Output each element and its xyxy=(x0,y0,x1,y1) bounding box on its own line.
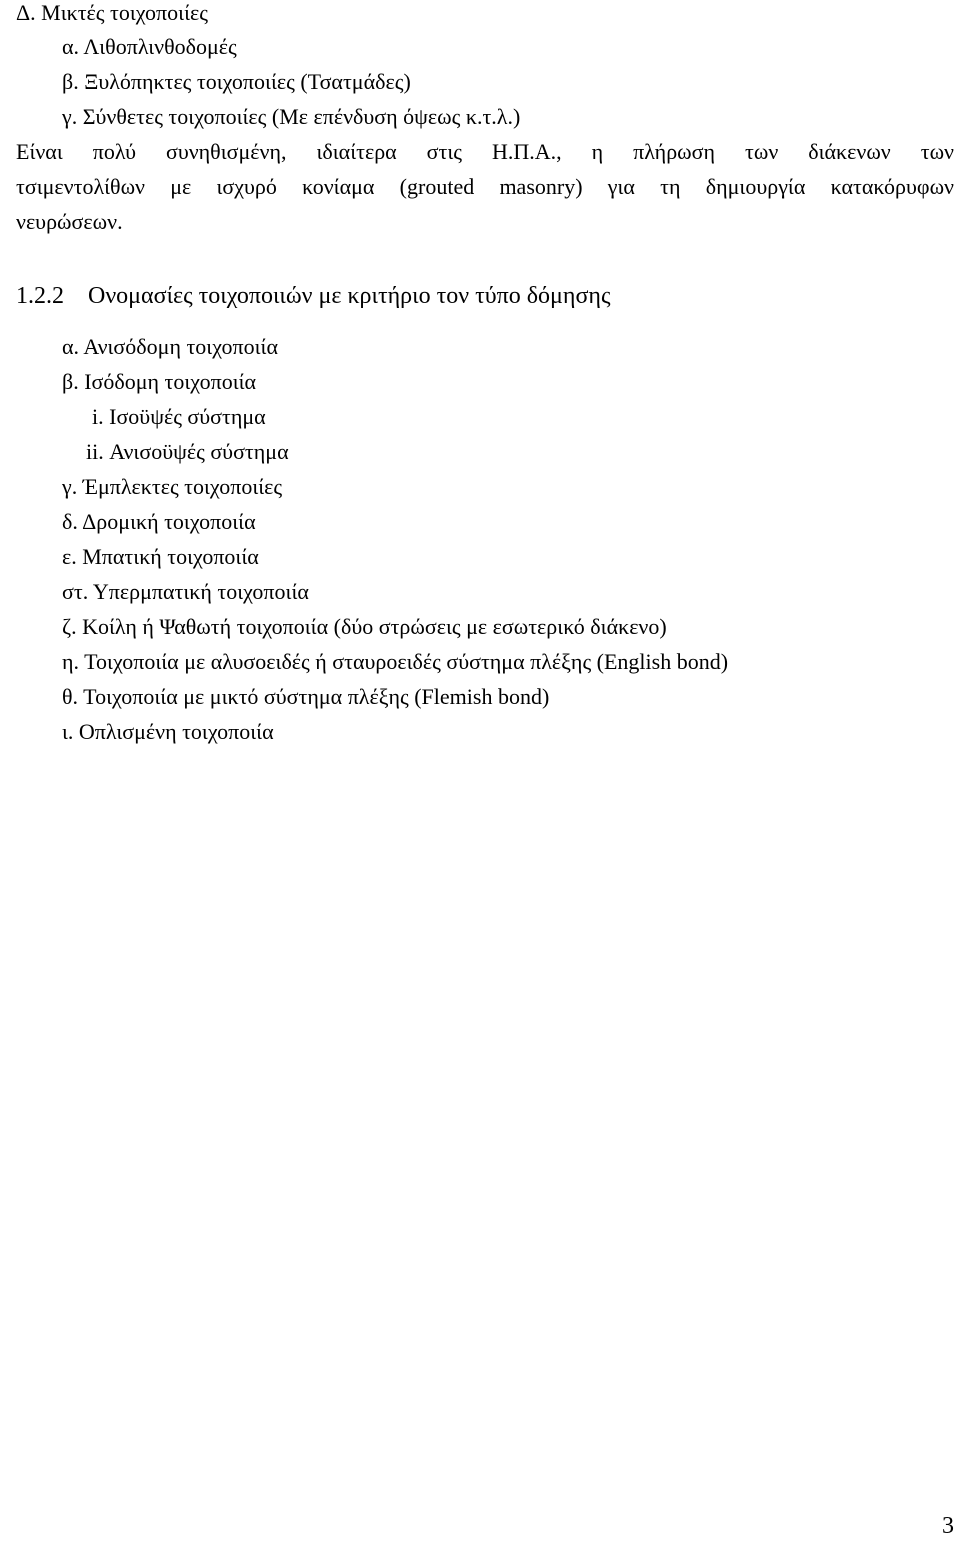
section-d-item-c: γ. Σύνθετες τοιχοποιίες (Με επένδυση όψεως κ.τ.λ.) xyxy=(62,104,521,129)
list-item-gamma: γ. Έμπλεκτες τοιχοποιίες xyxy=(62,474,283,499)
list-item-delta: δ. Δρομική τοιχοποιία xyxy=(62,509,256,534)
paragraph-line-2: τσιμεντολίθων με ισχυρό κονίαμα (grouted masonry) για τη δημιουργία κατακόρυφων xyxy=(16,174,954,199)
section-title: Ονομασίες τοιχοποιιών με κριτήριο τον τύπο δόμησης xyxy=(88,283,611,309)
section-d-title: Δ. Μικτές τοιχοποιίες xyxy=(16,0,208,25)
section-heading xyxy=(16,283,611,309)
list-item-theta: θ. Τοιχοποιία με μικτό σύστημα πλέξης (Flemish bond) xyxy=(62,684,550,709)
list-subitem-ii: ii. Ανισοϋψές σύστημα xyxy=(86,439,289,464)
paragraph-line-3: νευρώσεων. xyxy=(16,209,123,234)
section-d-item-b: β. Ξυλόπηκτες τοιχοποιίες (Τσατμάδες) xyxy=(62,69,411,94)
paragraph-line-1: Είναι πολύ συνηθισμένη, ιδιαίτερα στις Η.Π.Α., η πλήρωση των διάκενων των xyxy=(16,139,954,164)
list-item-alpha: α. Ανισόδομη τοιχοποιία xyxy=(62,334,278,359)
list-item-iota: ι. Οπλισμένη τοιχοποιία xyxy=(62,719,274,744)
section-number: 1.2.2 xyxy=(16,283,64,309)
list-item-st: στ. Υπερμπατική τοιχοποιία xyxy=(62,579,309,604)
list-item-eta: η. Τοιχοποιία με αλυσοειδές ή σταυροειδές σύστημα πλέξης (English bond) xyxy=(62,649,729,674)
page-number: 3 xyxy=(942,1513,954,1539)
list-item-beta: β. Ισόδομη τοιχοποιία xyxy=(62,369,257,394)
section-d-item-a: α. Λιθοπλινθοδομές xyxy=(62,34,237,59)
list-item-epsilon: ε. Μπατική τοιχοποιία xyxy=(62,544,259,569)
list-item-zeta: ζ. Κοίλη ή Ψαθωτή τοιχοποιία (δύο στρώσεις με εσωτερικό διάκενο) xyxy=(62,614,667,639)
list-subitem-i: i. Ισοϋψές σύστημα xyxy=(92,404,266,429)
